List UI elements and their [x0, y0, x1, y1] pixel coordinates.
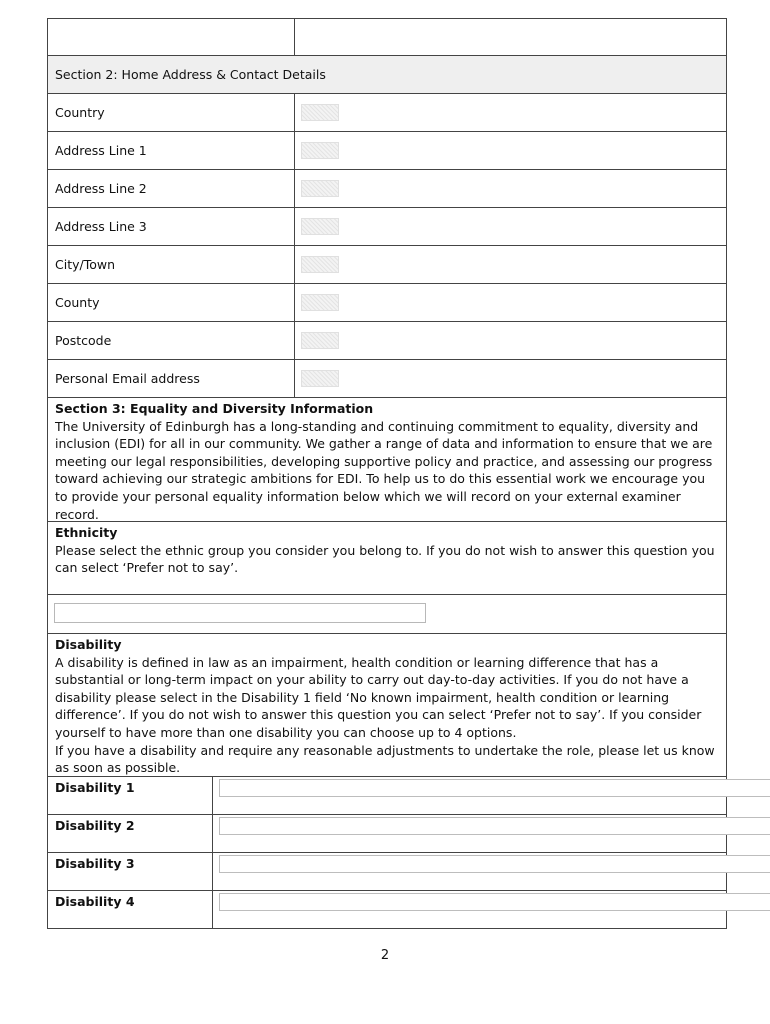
ethnicity-dropdown[interactable]: [54, 603, 426, 623]
section3-block: [48, 398, 726, 522]
address-line-1-row: [48, 132, 726, 170]
address-line-1-label: Address Line 1: [48, 132, 295, 169]
disability-adjustments-note: If you have a disability and require any reasonable adjustments to undertake the role, please let us know as soon as possible.: [55, 742, 715, 776]
disability-block: [48, 634, 726, 777]
personal-email-row: [48, 360, 726, 398]
county-field[interactable]: [301, 294, 339, 311]
address-line-2-row: [48, 170, 726, 208]
form-top-row: [48, 19, 726, 56]
disability-title: Disability: [55, 637, 122, 652]
postcode-field[interactable]: [301, 332, 339, 349]
country-row: [48, 94, 726, 132]
city-town-label: City/Town: [48, 246, 295, 283]
disability-1-dropdown-edge: [219, 797, 770, 815]
page-number: 2: [380, 948, 390, 963]
address-line-3-label: Address Line 3: [48, 208, 295, 245]
disability-3-label: Disability 3: [48, 853, 213, 890]
disability-4-dropdown[interactable]: [219, 893, 770, 911]
county-label: County: [48, 284, 295, 321]
city-town-field[interactable]: [301, 256, 339, 273]
address-line-3-field[interactable]: [301, 218, 339, 235]
top-row-label-cell: [48, 19, 295, 55]
country-field[interactable]: [301, 104, 339, 121]
postcode-row: [48, 322, 726, 360]
section3-title: Section 3: Equality and Diversity Information: [55, 401, 374, 416]
address-line-2-label: Address Line 2: [48, 170, 295, 207]
address-line-1-field[interactable]: [301, 142, 339, 159]
disability-4-dropdown-edge: [219, 911, 770, 929]
section2-title: Section 2: Home Address & Contact Details: [55, 67, 326, 82]
disability-2-dropdown[interactable]: [219, 817, 770, 835]
ethnicity-body: Please select the ethnic group you consider you belong to. If you do not wish to answer this question you can select ‘Prefer not to say’.: [55, 542, 715, 576]
country-label: Country: [48, 94, 295, 131]
disability-3-row: [48, 853, 726, 891]
section3-body: The University of Edinburgh has a long-standing and continuing commitment to equality, diversity and inclusion (EDI) for all in our community. We gather a range of data and information to ensure that we are meeting our legal responsibilities, developing supportive policy and practice, and assessing our progress toward achieving our strategic ambitions for EDI. To help us to do this essential work we encourage you to provide your personal equality information below which we will record on your external examiner record.: [55, 418, 713, 522]
disability-3-dropdown-edge: [219, 873, 770, 891]
section2-heading: [48, 56, 726, 94]
disability-2-label: Disability 2: [48, 815, 213, 852]
disability-body: A disability is defined in law as an impairment, health condition or learning difference that has a substantial or long-term impact on your ability to carry out day-to-day activities. If you do not have a disability please select in the Disability 1 field ‘No known impairment, health condition or learning difference’. If you do not wish to answer this question you can select ‘Prefer not to say’. If you consider yourself to have more than one disability you can choose up to 4 options.: [55, 654, 702, 740]
ethnicity-select-row: [48, 595, 726, 634]
address-line-3-row: [48, 208, 726, 246]
disability-2-dropdown-edge: [219, 835, 770, 853]
disability-3-dropdown[interactable]: [219, 855, 770, 873]
examiner-form: [47, 18, 727, 929]
top-row-value-cell[interactable]: [295, 19, 726, 55]
disability-2-row: [48, 815, 726, 853]
disability-4-label: Disability 4: [48, 891, 213, 928]
ethnicity-title: Ethnicity: [55, 525, 118, 540]
postcode-label: Postcode: [48, 322, 295, 359]
address-line-2-field[interactable]: [301, 180, 339, 197]
disability-1-dropdown[interactable]: [219, 779, 770, 797]
county-row: [48, 284, 726, 322]
personal-email-field[interactable]: [301, 370, 339, 387]
disability-1-row: [48, 777, 726, 815]
personal-email-label: Personal Email address: [48, 360, 295, 397]
disability-1-label: Disability 1: [48, 777, 213, 814]
disability-4-row: [48, 891, 726, 929]
city-town-row: [48, 246, 726, 284]
ethnicity-block: [48, 522, 726, 595]
